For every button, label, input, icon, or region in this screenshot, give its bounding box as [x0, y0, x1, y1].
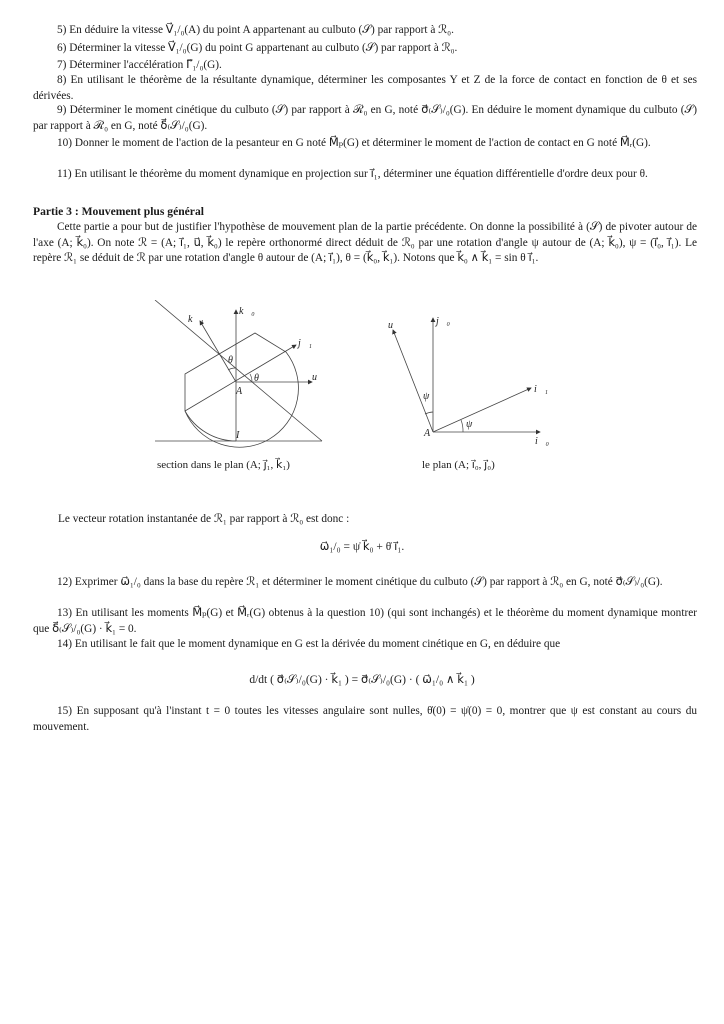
label-theta-right: θ	[254, 373, 259, 384]
k1-axis	[200, 321, 236, 382]
question-15	[33, 704, 697, 735]
question-text: Donner le moment de l'action de la pesanteur en G noté M⃗ₚ(G) et déterminer le moment de l'action de contact en G noté M⃗ᵣ(G).	[74, 137, 651, 149]
question-7	[33, 58, 697, 74]
label-A: A	[236, 386, 243, 397]
question-13	[33, 606, 697, 637]
u-axis	[393, 330, 433, 432]
question-5	[33, 23, 697, 39]
j1-axis	[185, 345, 296, 411]
question-text: En utilisant les moments M⃗ₚ(G) et M⃗ᵣ(G) obtenus à la question 10) (qui sont inchangés) et le théorème du moment dynamique montrer que δ⃗₍𝒮₎/₀(G) · k⃗₁ = 0.	[33, 607, 698, 635]
question-text: Déterminer l'accélération Γ⃗₁/₀(G).	[69, 59, 222, 71]
question-number: 12)	[57, 576, 73, 588]
ground-line	[155, 300, 322, 441]
question-14	[33, 637, 697, 653]
figure-left-caption: section dans le plan (A; j⃗₁, k⃗₁)	[157, 459, 290, 471]
question-text: Exprimer ω⃗₁/₀ dans la base du repère ℛ₁ et déterminer le moment cinétique du culbuto (𝒮) par rapport à ℛ₀ en G, noté σ⃗₍𝒮₎/₀(G).	[74, 576, 663, 588]
label-j1: j⃗₁	[298, 338, 313, 349]
question-number: 8)	[57, 74, 67, 86]
question-text: En utilisant le théorème de la résultante dynamique, déterminer les composantes Y et Z de la force de contact en fonction de θ et ses dérivées.	[33, 74, 697, 102]
question-12	[33, 575, 697, 591]
part3-intro: Cette partie a pour but de justifier l'hypothèse de mouvement plan de la partie précédente. On donne la possibilité à (𝒮) de pivoter autour de l'axe (A; k⃗₀). On note ℛ = (A; i⃗₁, u⃗, k⃗₀) le repère orthonormé direct déduit de ℛ₀ par une rotation d'angle ψ autour de (A; k⃗₀), ψ = (i⃗₀, i⃗₁). Le repère ℛ₁ se déduit de ℛ par une rotation d'angle θ autour de (A; i⃗₁), θ = (k⃗₀, k⃗₁). Notons que k⃗₀ ∧ k⃗₁ = sin θ i⃗₁.	[33, 221, 697, 264]
label-u: u⃗	[312, 372, 325, 383]
question-number: 15)	[57, 705, 73, 717]
label-i0: i⃗₀	[535, 436, 550, 447]
question-text: En utilisant le fait que le moment dynamique en G est la dérivée du moment cinétique en G, en déduire que	[74, 638, 561, 650]
label-I: I	[236, 430, 240, 441]
question-number: 14)	[57, 638, 73, 650]
label-theta-top: θ	[228, 355, 233, 366]
question-8	[33, 73, 697, 104]
question-text: En utilisant le théorème du moment dynamique en projection sur i⃗₁, déterminer une équation différentielle d'ordre deux pour θ.	[74, 168, 648, 180]
question-text: Déterminer le moment cinétique du culbuto (𝒮) par rapport à ℛ₀ en G, noté σ⃗₍𝒮₎/₀(G). En déduire le moment dynamique du culbuto (𝒮) par rapport à ℛ₀ en G, noté δ⃗₍𝒮₎/₀(G).	[33, 104, 697, 132]
question-text: Déterminer la vitesse V⃗₁/₀(G) du point G appartenant au culbuto (𝒮) par rapport à ℛ₀.	[69, 42, 458, 54]
question-number: 13)	[57, 607, 73, 619]
question-number: 10)	[57, 137, 73, 149]
label-k0: k⃗₀	[239, 306, 255, 317]
equation-14: d/dt ( σ⃗₍𝒮₎/₀(G) · k⃗₁ ) = σ⃗₍𝒮₎/₀(G) · ( ω⃗₁/₀ ∧ k⃗₁ )	[249, 674, 475, 686]
question-number: 5)	[57, 24, 67, 36]
section-heading: Partie 3 : Mouvement plus général	[33, 205, 204, 218]
question-9	[33, 103, 697, 134]
label-A: A	[424, 428, 431, 439]
rotation-statement: Le vecteur rotation instantanée de ℛ₁ par rapport à ℛ₀ est donc :	[58, 513, 350, 525]
question-10	[33, 136, 697, 152]
question-11	[33, 167, 697, 183]
question-number: 11)	[57, 168, 72, 180]
i1-axis	[433, 388, 531, 432]
question-number: 6)	[57, 42, 67, 54]
question-text: En supposant qu'à l'instant t = 0 toutes les vitesses angulaire sont nulles, θ̇(0) = ψ̇(0) = 0, montrer que ψ est constant au cours du mouvement.	[33, 705, 697, 733]
label-u: u⃗	[388, 320, 401, 331]
figure-horizontal-plane	[380, 310, 560, 450]
rotation-equation: ω⃗₁/₀ = ψ̇ k⃗₀ + θ̇ i⃗₁.	[319, 541, 405, 553]
figure-right-caption: le plan (A; i⃗₀, j⃗₀)	[422, 459, 495, 471]
question-text: En déduire la vitesse V⃗₁/₀(A) du point A appartenant au culbuto (𝒮) par rapport à ℛ₀.	[69, 24, 454, 36]
label-i1: i⃗₁	[534, 384, 549, 395]
label-psi-lower: ψ	[466, 419, 473, 430]
question-number: 9)	[57, 104, 67, 116]
label-k1: k⃗₁	[188, 314, 204, 325]
question-6	[33, 41, 697, 57]
label-j0: j⃗₀	[436, 316, 451, 327]
question-number: 7)	[57, 59, 67, 71]
figure-section-plane	[150, 300, 350, 450]
label-psi-upper: ψ	[423, 391, 430, 402]
